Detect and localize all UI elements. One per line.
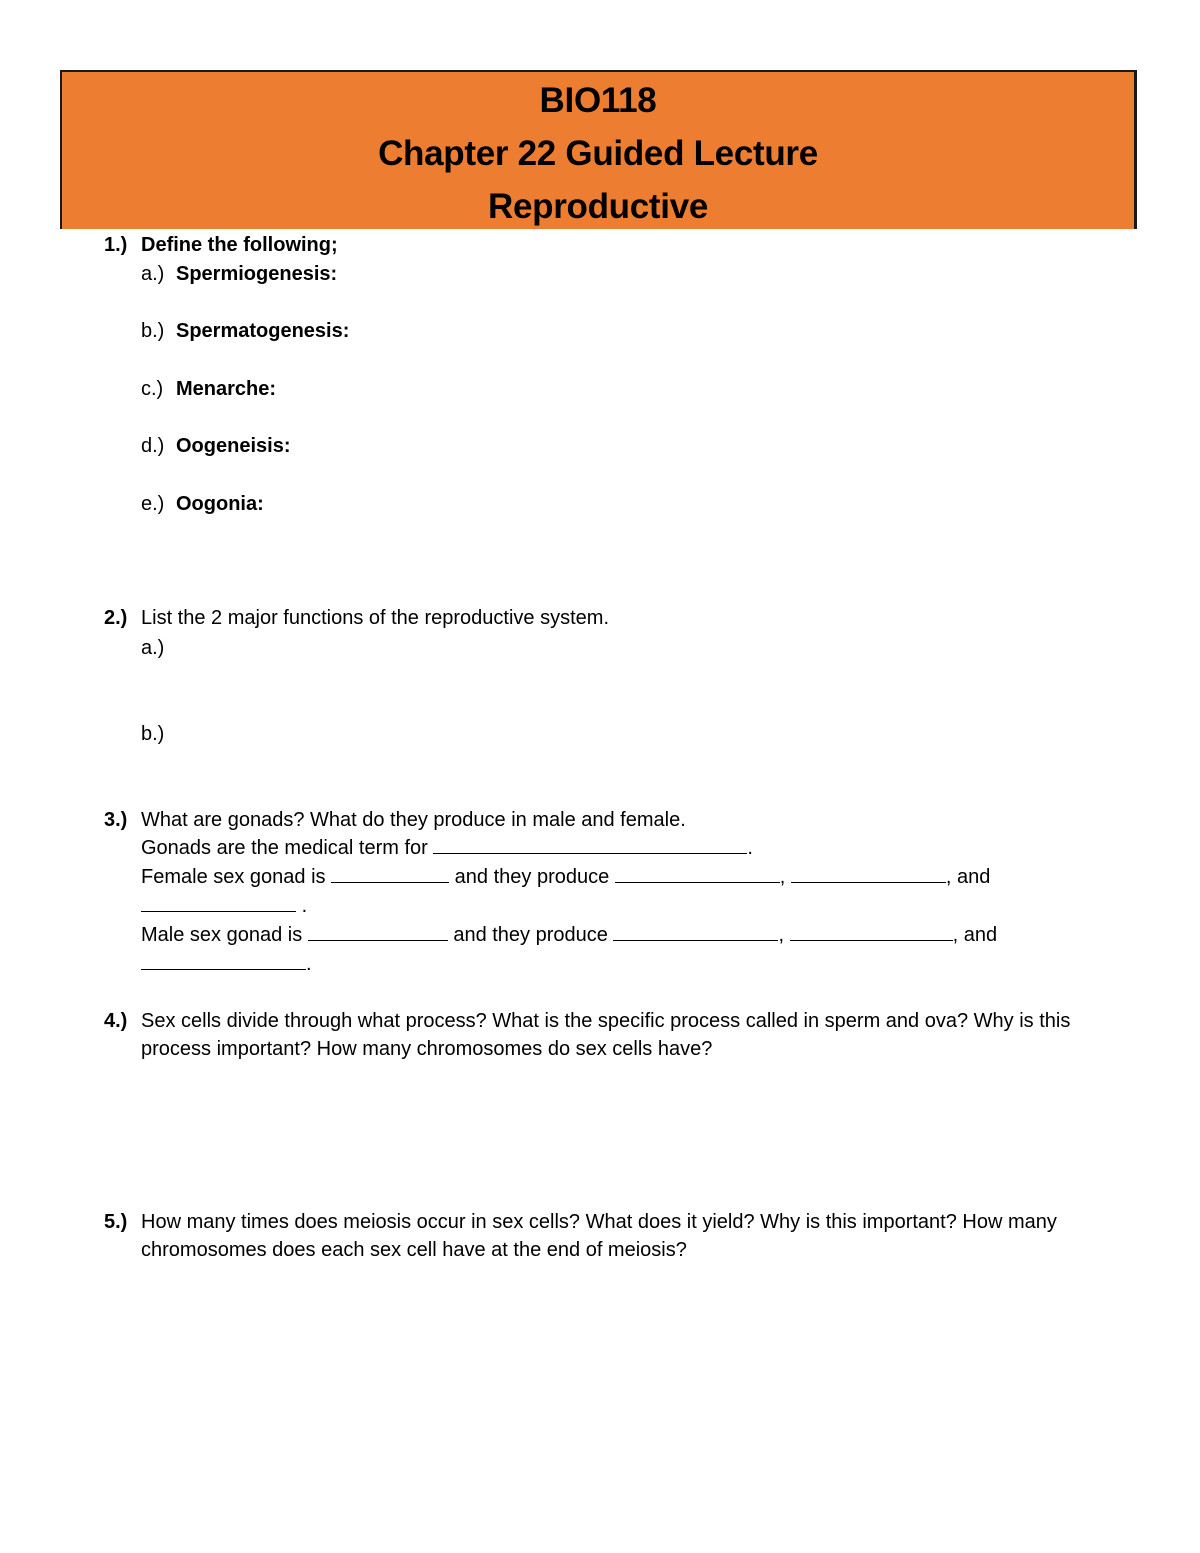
gonads-line	[141, 834, 753, 863]
male-prefix: Male sex gonad is	[141, 924, 303, 946]
male-gonad-line	[141, 921, 997, 950]
term-label: Spermatogenesis:	[176, 320, 350, 342]
answer-item	[141, 720, 176, 749]
period: .	[301, 895, 308, 917]
question-4	[104, 1007, 1070, 1036]
item-letter: b.)	[141, 320, 165, 342]
item-letter: c.)	[141, 378, 164, 400]
period: .	[306, 953, 312, 975]
term-label: Oogonia:	[176, 493, 264, 515]
and-word: , and	[945, 866, 991, 888]
term-label: Oogeneisis:	[176, 435, 291, 457]
male-gonad-line-cont	[141, 950, 312, 979]
answer-blank[interactable]	[791, 864, 946, 883]
question-number: 2.)	[104, 607, 128, 629]
question-number: 5.)	[104, 1211, 128, 1233]
comma: ,	[779, 866, 786, 888]
answer-blank[interactable]	[615, 864, 780, 883]
answer-blank[interactable]	[141, 951, 306, 970]
period: .	[747, 837, 753, 859]
question-1	[104, 231, 338, 260]
question-number: 4.)	[104, 1010, 128, 1032]
chapter-title: Chapter 22 Guided Lecture	[378, 134, 818, 173]
item-letter: b.)	[141, 723, 165, 745]
gonads-prefix: Gonads are the medical term for	[141, 837, 428, 859]
term-item	[141, 375, 276, 404]
question-number: 1.)	[104, 234, 128, 256]
title-banner	[60, 70, 1137, 229]
question-5-cont: chromosomes does each sex cell have at the end of meiosis?	[141, 1239, 687, 1261]
question-text: How many times does meiosis occur in sex cells? What does it yield? Why is this important? How many	[141, 1211, 1057, 1233]
female-gonad-line	[141, 863, 990, 892]
topic-title: Reproductive	[487, 187, 709, 226]
answer-blank[interactable]	[433, 835, 747, 854]
female-mid: and they produce	[454, 866, 610, 888]
answer-blank[interactable]	[308, 922, 448, 941]
answer-blank[interactable]	[613, 922, 778, 941]
answer-blank[interactable]	[331, 864, 449, 883]
term-item	[141, 432, 290, 461]
question-text: What are gonads? What do they produce in male and female.	[141, 809, 686, 831]
item-letter: e.)	[141, 493, 165, 515]
term-item	[141, 317, 349, 346]
course-code: BIO118	[539, 81, 657, 120]
term-item	[141, 260, 337, 289]
question-3	[104, 806, 686, 835]
answer-blank[interactable]	[790, 922, 953, 941]
female-prefix: Female sex gonad is	[141, 866, 326, 888]
and-word: , and	[952, 924, 998, 946]
term-item	[141, 490, 264, 519]
comma: ,	[778, 924, 785, 946]
question-text: List the 2 major functions of the reproductive system.	[141, 607, 609, 629]
answer-item	[141, 634, 176, 663]
item-letter: a.)	[141, 637, 165, 659]
item-letter: a.)	[141, 263, 165, 285]
item-letter: d.)	[141, 435, 165, 457]
question-2	[104, 604, 609, 633]
question-5	[104, 1208, 1057, 1237]
question-4-cont: process important? How many chromosomes do sex cells have?	[141, 1038, 713, 1060]
term-label: Menarche:	[176, 378, 277, 400]
male-mid: and they produce	[453, 924, 608, 946]
term-label: Spermiogenesis:	[176, 263, 338, 285]
answer-blank[interactable]	[141, 893, 296, 912]
question-number: 3.)	[104, 809, 128, 831]
female-gonad-line-cont	[141, 892, 307, 921]
question-text: Define the following;	[141, 234, 338, 256]
question-text: Sex cells divide through what process? What is the specific process called in sperm and ova? Why is this	[141, 1010, 1071, 1032]
